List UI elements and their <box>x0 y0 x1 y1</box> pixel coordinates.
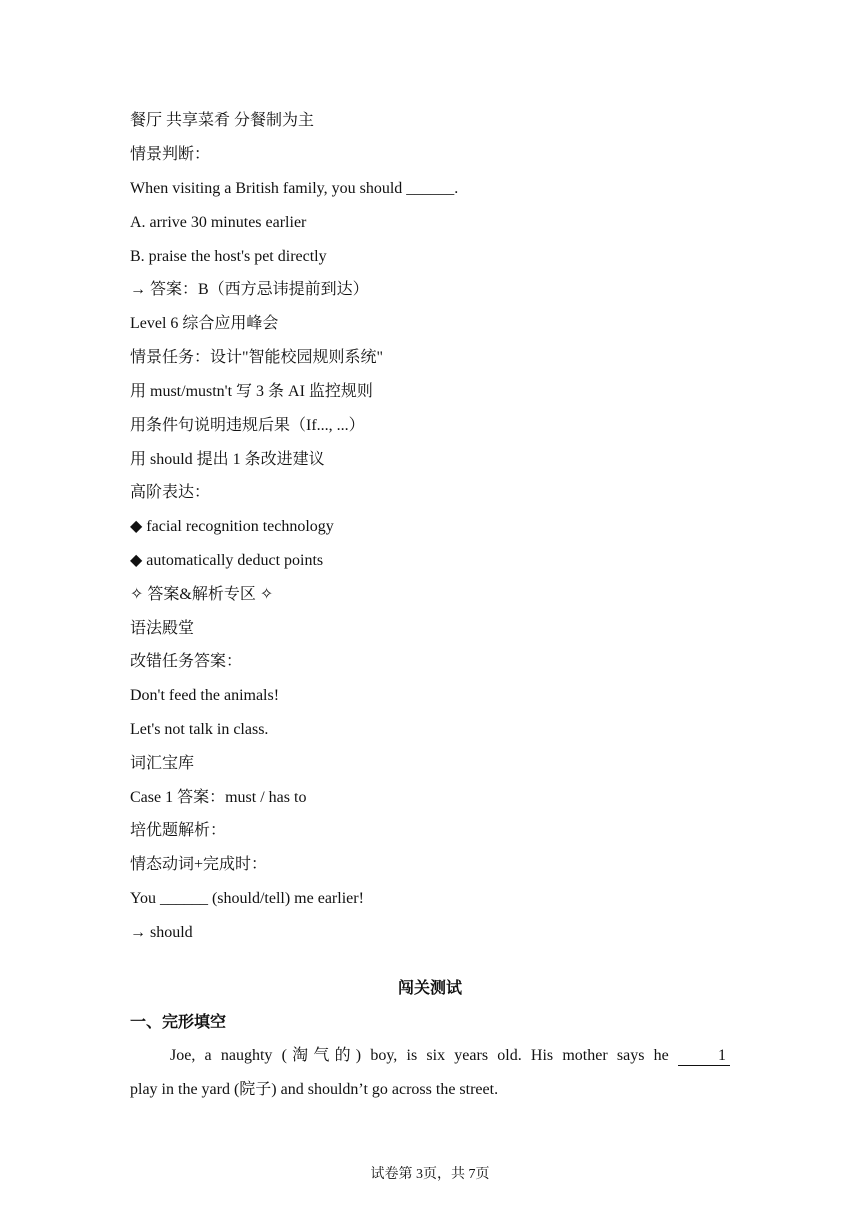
text-line: Don't feed the animals! <box>130 687 280 704</box>
text-line: 情景判断： <box>130 146 211 163</box>
text-line: → 答案：B（西方忌讳提前到达） <box>130 281 369 298</box>
cloze-blank: 1 <box>678 1047 730 1066</box>
text-line: 情态动词+完成时： <box>130 856 268 873</box>
text-line: 用 should 提出 1 条改进建议 <box>130 451 325 468</box>
paragraph-text: play in the yard (院子) and shouldn’t go across the street. <box>130 1081 499 1098</box>
cloze-paragraph <box>130 1039 730 1107</box>
test-heading: 闯关测试 <box>397 980 462 997</box>
text-line: → should <box>130 924 193 941</box>
text-line: Level 6 综合应用峰会 <box>130 315 279 332</box>
text-line: Case 1 答案：must / has to <box>130 789 307 806</box>
text-line: You ______ (should/tell) me earlier! <box>130 890 364 907</box>
text-line: A. arrive 30 minutes earlier <box>130 214 307 231</box>
section-title: 一、完形填空 <box>130 1014 227 1031</box>
text-line: 语法殿堂 <box>130 620 195 637</box>
text-line: Let's not talk in class. <box>130 721 269 738</box>
text-line: B. praise the host's pet directly <box>130 248 327 265</box>
text-line: 餐厅 共享菜肴 分餐制为主 <box>130 112 315 129</box>
page-footer: 试卷第 3页，共 7页 <box>370 1167 490 1182</box>
bullet-line: ◆ facial recognition technology <box>130 518 334 535</box>
text-line: 改错任务答案： <box>130 653 243 670</box>
text-line: 词汇宝库 <box>130 755 195 772</box>
text-line: When visiting a British family, you should ______. <box>130 180 459 197</box>
paragraph-first-line <box>130 1039 730 1073</box>
text-line: 用条件句说明违规后果（If..., ...） <box>130 417 365 434</box>
text-line: 高阶表达： <box>130 484 211 501</box>
text-line: ✧ 答案&解析专区 ✧ <box>130 586 274 603</box>
paragraph-text: Joe, a naughty (淘气的) boy, is six years old. His mother says he <box>170 1047 669 1064</box>
text-line: 情景任务：设计"智能校园规则系统" <box>130 349 384 366</box>
text-line: 培优题解析： <box>130 822 227 839</box>
text-line: 用 must/mustn't 写 3 条 AI 监控规则 <box>130 383 373 400</box>
bullet-line: ◆ automatically deduct points <box>130 552 324 569</box>
